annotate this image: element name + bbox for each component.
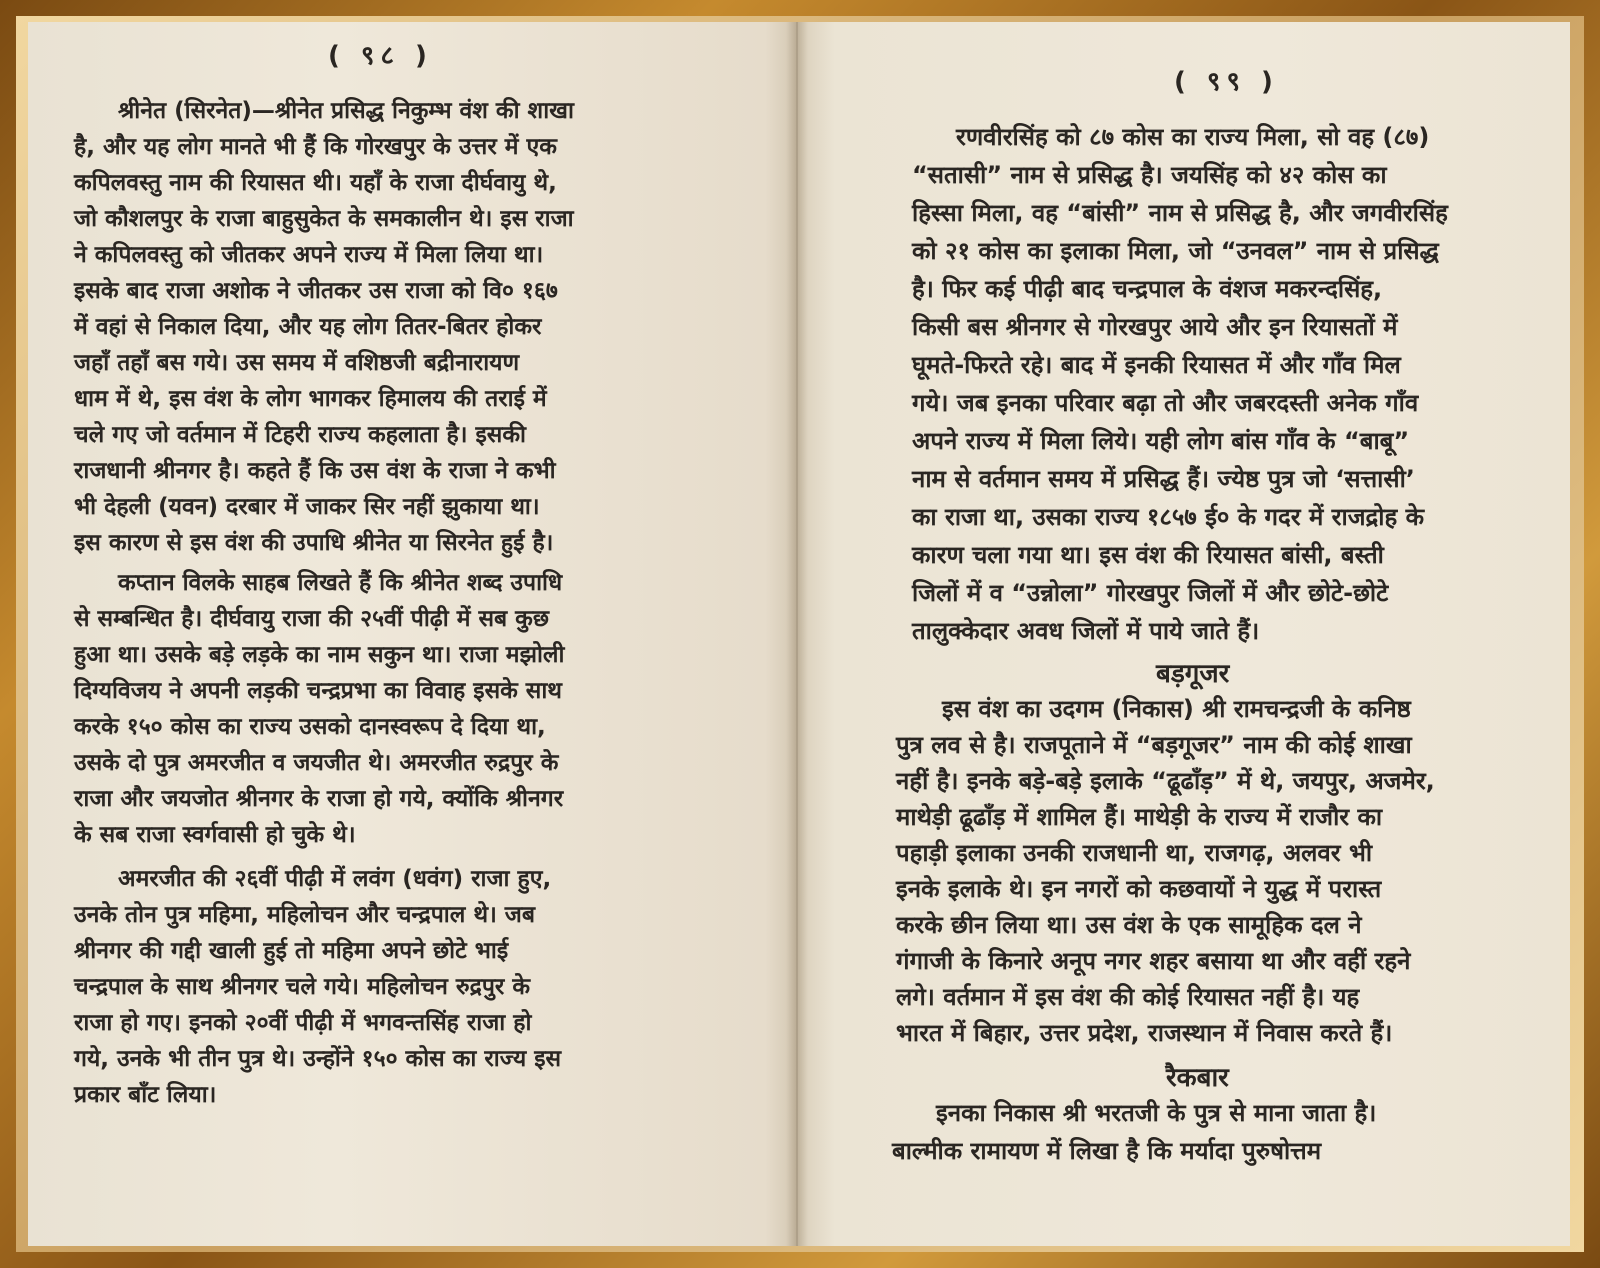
text-line: पहाड़ी इलाका उनकी राजधानी था, राजगढ़, अलवर भी [896,839,1373,867]
text-line: कारण चला गया था। इस वंश की रियासत बांसी, बस्ती [912,541,1384,569]
text-line: प्रकार बाँट लिया। [74,1082,217,1108]
open-book [28,22,1570,1246]
right-page [796,22,1570,1246]
text-line: राजा हो गए। इनको २०वीं पीढ़ी में भगवन्तसिंह राजा हो [74,1010,532,1036]
text-line: श्रीनेत (सिरनेत)—श्रीनेत प्रसिद्ध निकुम्भ वंश की शाखा [118,98,574,124]
text-line: लगे। वर्तमान में इस वंश की कोई रियासत नहीं है। यह [896,983,1360,1011]
section-heading-raikbar: रैकबार [1166,1063,1229,1093]
text-line: इस वंश का उदगम (निकास) श्री रामचन्द्रजी के कनिष्ठ [942,695,1411,723]
text-line: कपिलवस्तु नाम की रियासत थी। यहाँ के राजा दीर्घवायु थे, [74,170,557,196]
text-line: में वहां से निकाल दिया, और यह लोग तितर-बितर होकर [74,314,542,340]
text-line: कप्तान विलके साहब लिखते हैं कि श्रीनेत शब्द उपाधि [118,570,563,596]
text-line: श्रीनगर की गद्दी खाली हुई तो महिमा अपने छोटे भाई [74,938,509,964]
text-line: अपने राज्य में मिला लिये। यही लोग बांस गाँव के “बाबू” [912,427,1410,455]
text-line: इनका निकास श्री भरतजी के पुत्र से माना जाता है। [936,1099,1377,1127]
text-line: करके १५० कोस का राज्य उसको दानस्वरूप दे दिया था, [74,714,546,740]
left-page [28,22,796,1246]
text-line: उसके दो पुत्र अमरजीत व जयजीत थे। अमरजीत रुद्रपुर के [74,750,559,776]
text-line: चन्द्रपाल के साथ श्रीनगर चले गये। महिलोचन रुद्रपुर के [74,974,530,1000]
text-line: इनके इलाके थे। इन नगरों को कछवायों ने युद्ध में परास्त [896,875,1382,903]
text-line: पुत्र लव से है। राजपूताने में “बड़गूजर” नाम की कोई शाखा [896,731,1412,759]
text-line: हिस्सा मिला, वह “बांसी” नाम से प्रसिद्ध है, और जगवीरसिंह [912,199,1448,227]
text-line: अमरजीत की २६वीं पीढ़ी में लवंग (धवंग) राजा हुए, [118,866,552,892]
text-line: धाम में थे, इस वंश के लोग भागकर हिमालय की तराई में [74,386,547,412]
text-line: चले गए जो वर्तमान में टिहरी राज्य कहलाता है। इसकी [74,422,526,448]
left-page-number: ( ९८ ) [328,41,433,71]
text-line: भी देहली (यवन) दरबार में जाकर सिर नहीं झुकाया था। [74,494,540,520]
text-line: किसी बस श्रीनगर से गोरखपुर आये और इन रियासतों में [912,313,1398,341]
text-line: इसके बाद राजा अशोक ने जीतकर उस राजा को वि० १६७ [74,278,558,304]
text-line: का राजा था, उसका राज्य १८५७ ई० के गदर में राजद्रोह के [912,503,1425,531]
text-line: को २१ कोस का इलाका मिला, जो “उनवल” नाम से प्रसिद्ध [912,237,1439,265]
text-line: घूमते-फिरते रहे। बाद में इनकी रियासत में और गाँव मिल [912,351,1401,379]
text-line: दिग्यविजय ने अपनी लड़की चन्द्रप्रभा का विवाह इसके साथ [74,678,562,704]
text-line: है। फिर कई पीढ़ी बाद चन्द्रपाल के वंशज मकरन्दसिंह, [912,275,1383,303]
text-line: राजा और जयजोत श्रीनगर के राजा हो गये, क्योंकि श्रीनगर [74,786,564,812]
book-spine-gutter [786,22,808,1246]
text-line: जहाँ तहाँ बस गये। उस समय में वशिष्ठजी बद्रीनारायण [74,350,520,376]
text-line: भारत में बिहार, उत्तर प्रदेश, राजस्थान में निवास करते हैं। [896,1019,1393,1047]
right-page-number: ( ९९ ) [1174,67,1279,97]
text-line: राजधानी श्रीनगर है। कहते हैं कि उस वंश के राजा ने कभी [74,458,556,484]
text-line: माथेड़ी ढूढाँड़ में शामिल हैं। माथेड़ी के राज्य में राजौर का [896,803,1383,831]
text-line: नाम से वर्तमान समय में प्रसिद्ध हैं। ज्येष्ठ पुत्र जो ‘सत्तासी’ [912,465,1415,493]
text-line: बाल्मीक रामायण में लिखा है कि मर्यादा पुरुषोत्तम [892,1137,1322,1165]
text-line: करके छीन लिया था। उस वंश के एक सामूहिक दल ने [896,911,1362,939]
text-line: से सम्बन्धित है। दीर्घवायु राजा की २५वीं पीढ़ी में सब कुछ [74,606,549,632]
text-line: रणवीरसिंह को ८७ कोस का राज्य मिला, सो वह (८७) [956,123,1430,151]
section-heading-badgujar: बड़गूजर [1156,659,1230,689]
text-line: “सतासी” नाम से प्रसिद्ध है। जयसिंह को ४२ कोस का [912,161,1387,189]
text-line: तालुक्केदार अवध जिलों में पाये जाते हैं। [912,617,1260,645]
text-line: जो कौशलपुर के राजा बाहुसुकेत के समकालीन थे। इस राजा [74,206,574,232]
text-line: के सब राजा स्वर्गवासी हो चुके थे। [74,822,356,848]
text-line: हुआ था। उसके बड़े लड़के का नाम सकुन था। राजा मझोली [74,642,565,668]
text-line: ने कपिलवस्तु को जीतकर अपने राज्य में मिला लिया था। [74,242,544,268]
text-line: गंगाजी के किनारे अनूप नगर शहर बसाया था और वहीं रहने [896,947,1411,975]
text-line: इस कारण से इस वंश की उपाधि श्रीनेत या सिरनेत हुई है। [74,530,554,556]
text-line: गये, उनके भी तीन पुत्र थे। उन्होंने १५० कोस का राज्य इस [74,1046,562,1072]
text-line: उनके तोन पुत्र महिमा, महिलोचन और चन्द्रपाल थे। जब [74,902,535,928]
text-line: है, और यह लोग मानते भी हैं कि गोरखपुर के उत्तर में एक [74,134,557,160]
text-line: नहीं है। इनके बड़े-बड़े इलाके “ढूढाँड़” में थे, जयपुर, अजमेर, [896,767,1435,795]
text-line: जिलों में व “उन्नोला” गोरखपुर जिलों में और छोटे-छोटे [912,579,1389,607]
text-line: गये। जब इनका परिवार बढ़ा तो और जबरदस्ती अनेक गाँव [912,389,1419,417]
